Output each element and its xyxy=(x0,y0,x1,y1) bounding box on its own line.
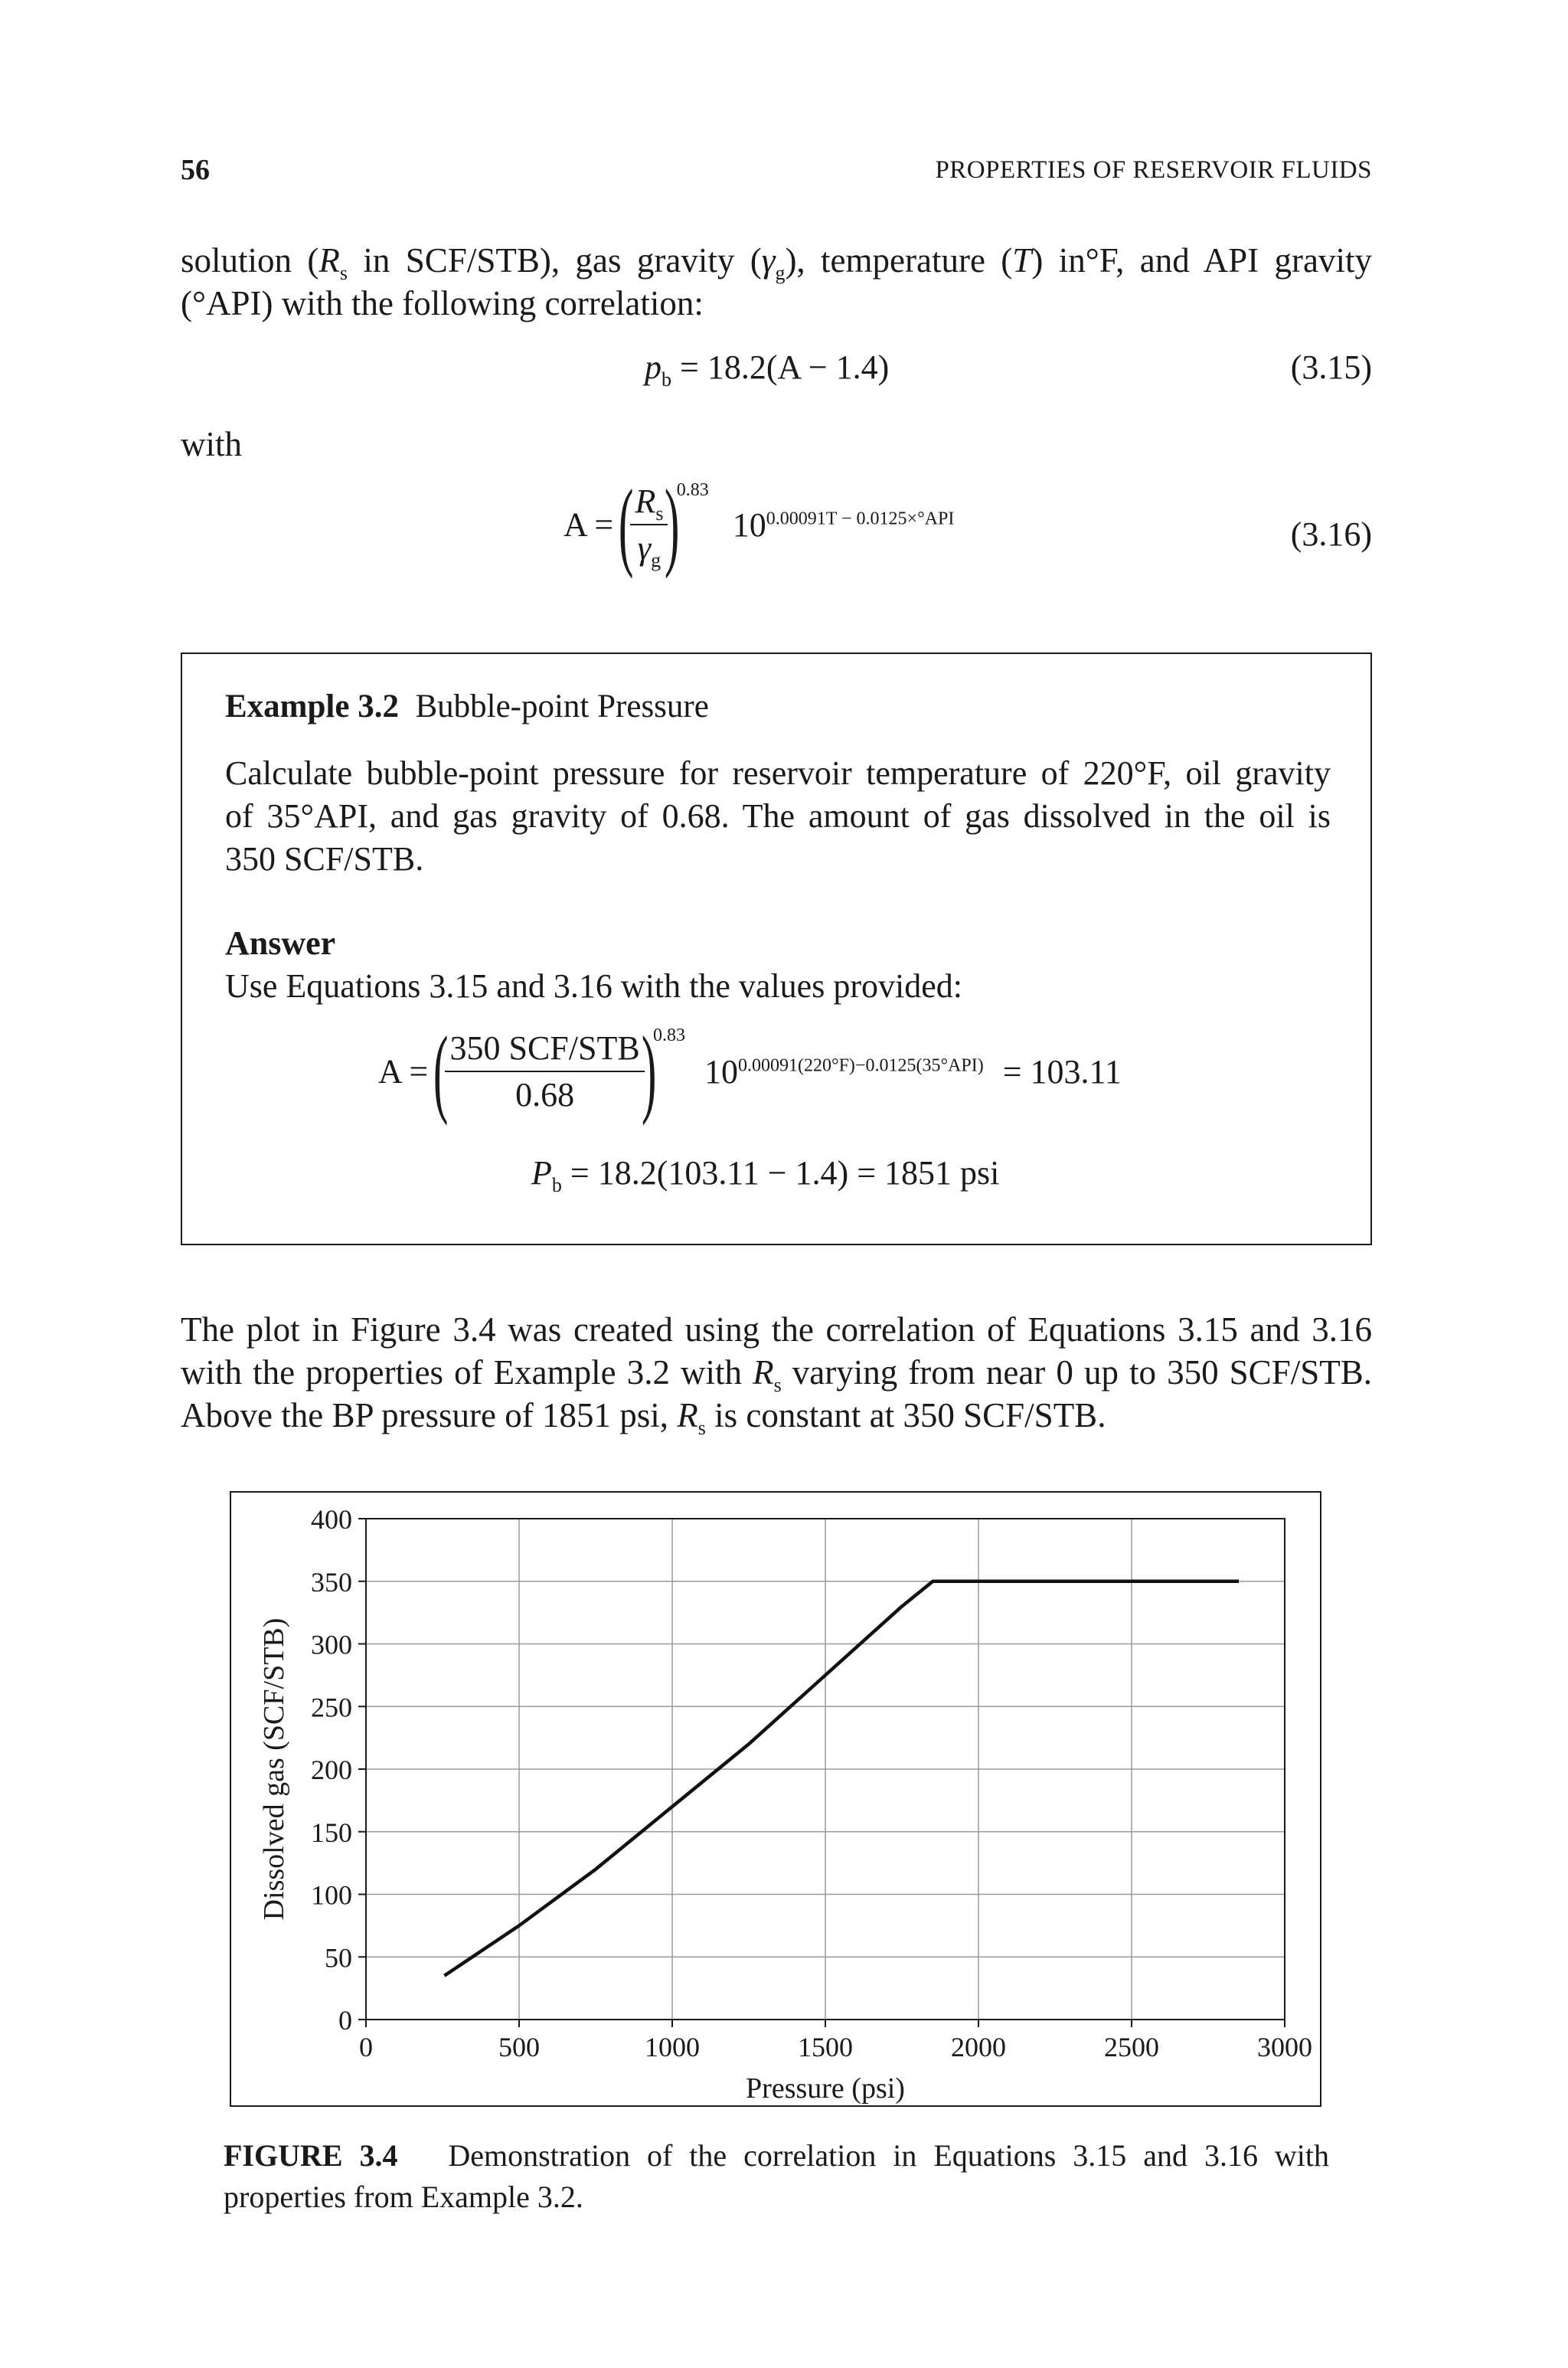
y-tick-label: 250 xyxy=(311,1692,352,1723)
intro-line-1: solution ($R_s$ in SCF/STB), gas gravity $(\gamma_g)$, temperature (T) in°F, and API gravity xyxy=(181,241,1372,284)
answer-text: Use Equations 3.15 and 3.16 with the values provided: xyxy=(225,967,962,1005)
figure-3-4-frame xyxy=(230,1491,1321,2107)
x-tick-label: 500 xyxy=(498,2032,540,2062)
y-tick-label: 400 xyxy=(311,1504,352,1535)
example-equation-a: A = ( $\frac{\text{350 SCF/STB}}{0.68}$ )$^{0.83}$ $10^{0.00091(220^\circ F)-0.0125(35^\circ API)} = 103.11$ xyxy=(378,1016,1122,1127)
equation-3-16: A = ( $\frac{R_s}{\gamma_g}$ )$^{0.83}$ $10^{0.00091T - 0.0125\times^\circ API}$ xyxy=(564,469,955,580)
example-body: Calculate bubble-point pressure for reservoir temperature of 220°F, oil gravity of 35°API, and gas gravity of 0.68. The amount of gas dissolved in the oil is 350 SCF/STB. xyxy=(225,754,1331,878)
y-tick-label: 200 xyxy=(311,1755,352,1785)
x-tick-label: 2500 xyxy=(1104,2032,1159,2062)
y-tick-label: 50 xyxy=(325,1942,352,1974)
example-heading: Example 3.2 Bubble-point Pressure xyxy=(225,688,709,724)
series-line xyxy=(444,1581,1239,1976)
x-tick-label: 2000 xyxy=(951,2032,1006,2062)
example-box xyxy=(181,653,1372,1245)
y-tick-label: 350 xyxy=(311,1566,352,1598)
answer-label: Answer xyxy=(225,924,336,962)
figure-reference-paragraph: The plot in Figure 3.4 was created using the correlation of Equations 3.15 and 3.16 with the properties of Example 3.2 with $R_s$ varying from near 0 up to 350 SCF/STB. Above the BP pressure of 1851 psi, $R_s$ is constant at 350 SCF/STB. xyxy=(181,1310,1373,1439)
figure-caption: FIGURE 3.4 Demonstration of the correlation in Equations 3.15 and 3.16 with properties from Example 3.2. xyxy=(224,2138,1329,2214)
example-equation-pb: $P_b = 18.2(103.11 - 1.4) = 1851$ psi xyxy=(531,1154,1000,1196)
x-tick-label: 1000 xyxy=(645,2032,700,2062)
running-title: PROPERTIES OF RESERVOIR FLUIDS xyxy=(935,156,1372,184)
equation-number-3-16: (3.16) xyxy=(1290,515,1372,553)
x-axis-label: Pressure (psi) xyxy=(746,2072,905,2105)
x-tick-label: 0 xyxy=(359,2032,373,2062)
intro-paragraph xyxy=(181,239,1372,325)
x-tick-label: 3000 xyxy=(1257,2032,1312,2062)
y-axis-label: Dissolved gas (SCF/STB) xyxy=(258,1617,290,1921)
page-number: 56 xyxy=(181,154,210,186)
with-word: with xyxy=(181,425,243,463)
equation-number-3-15: (3.15) xyxy=(1290,348,1372,386)
equation-3-15: $p_b = 18.2(A - 1.4)$ xyxy=(645,348,890,391)
x-tick-label: 1500 xyxy=(798,2032,853,2062)
dissolved-gas-chart xyxy=(231,1493,1319,2105)
y-tick-label: 0 xyxy=(338,2005,352,2036)
intro-line-2: (°API) with the following correlation: xyxy=(181,284,704,322)
fraction-rs-over-gamma: $\frac{R_s}{\gamma_g}$ xyxy=(630,482,668,567)
y-tick-label: 100 xyxy=(311,1879,352,1911)
y-tick-label: 150 xyxy=(311,1817,352,1848)
y-tick-label: 300 xyxy=(311,1629,352,1660)
